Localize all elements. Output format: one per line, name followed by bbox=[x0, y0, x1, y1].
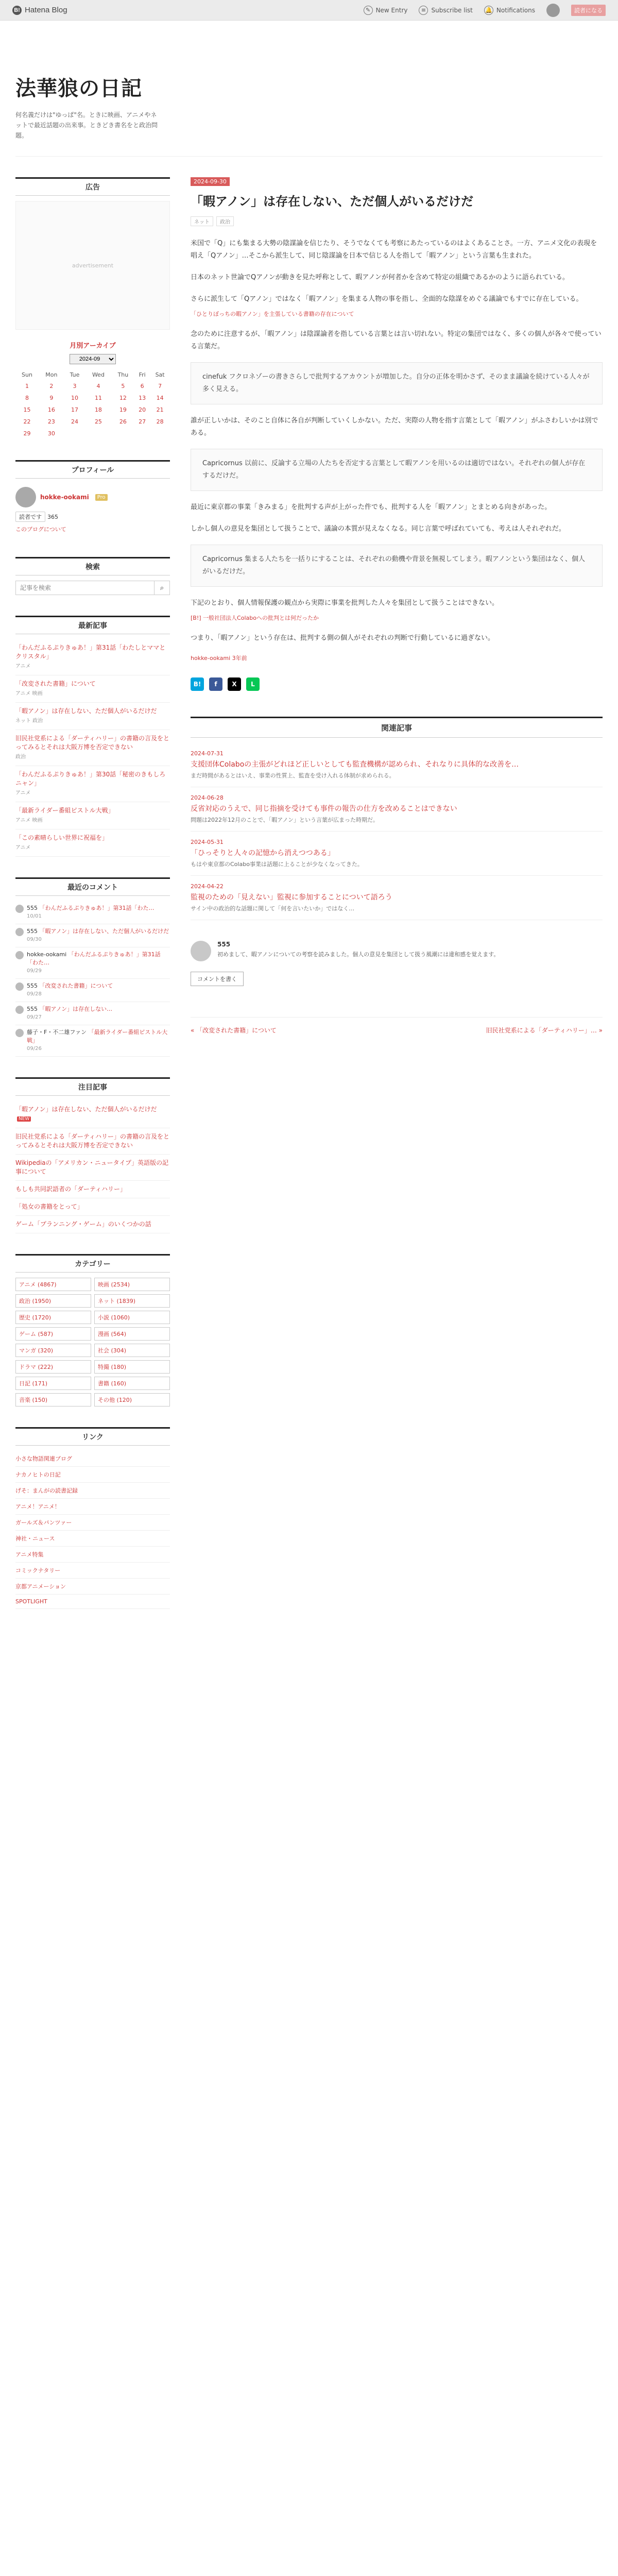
calendar-day[interactable]: 18 bbox=[94, 406, 102, 413]
next-entry-link[interactable]: 旧民社党系による「ダーティハリー」… » bbox=[486, 1027, 603, 1034]
blockquote: cinefuk フクロネゾーの書きさらしで批判するアカウントが増加した。自分の正体を明かさず、そのまま議論を続けている人々が多く見える。 bbox=[191, 362, 603, 404]
calendar-day bbox=[134, 428, 150, 439]
article-tag[interactable]: ネット bbox=[191, 216, 213, 226]
article-link[interactable]: 「ひとりぼっちの暇アノン」を主張している書籍の存在について bbox=[191, 311, 354, 317]
notifications-button[interactable] bbox=[484, 6, 535, 15]
related-entry-date: 2024-07-31 bbox=[191, 750, 224, 757]
article-paragraph: 最近に東京都の事業「きみまる」を批判する声が上がった件でも、批判する人を「暇アノン」とまとめる向きがあった。 bbox=[191, 503, 552, 511]
share-meta[interactable]: hokke-ookami 3年前 bbox=[191, 655, 247, 662]
external-link[interactable]: げそ：まんがの読書記録 bbox=[15, 1483, 170, 1499]
category-link[interactable]: 音楽 (150) bbox=[15, 1393, 91, 1406]
new-entry-label: New Entry bbox=[375, 6, 408, 14]
notifications-label: Notifications bbox=[496, 6, 535, 14]
hatena-blog-logo[interactable] bbox=[12, 6, 67, 15]
external-link[interactable]: コミックナタリー bbox=[15, 1563, 170, 1579]
latest-entry-title: 「この素晴らしい世界に祝福を」 bbox=[15, 834, 109, 841]
article-paragraph: つまり、「暇アノン」という存在は、批判する側の個人がそれぞれの判断で行動しているに過ぎない。 bbox=[191, 634, 494, 642]
pro-badge: Pro bbox=[95, 494, 108, 501]
category-link[interactable]: マンガ (320) bbox=[15, 1344, 91, 1357]
calendar-day[interactable]: 19 bbox=[119, 406, 127, 413]
related-entry-excerpt: 問題は2022年12月のことで、「暇アノン」という言葉が広まった時期だ。 bbox=[191, 817, 379, 823]
category-link[interactable]: 映画 (2534) bbox=[94, 1278, 170, 1291]
calendar-day[interactable]: 14 bbox=[156, 395, 164, 401]
external-link[interactable]: ナカノヒトの日記 bbox=[15, 1467, 170, 1483]
recent-comment-item[interactable] bbox=[15, 901, 170, 924]
latest-entry-category: アニメ bbox=[15, 790, 31, 796]
top-actions bbox=[364, 4, 606, 17]
hatena-logo-icon: B! bbox=[12, 6, 22, 15]
comments-module-title: 最近のコメント bbox=[15, 877, 170, 896]
external-link[interactable]: SPOTLIGHT bbox=[15, 1595, 170, 1609]
external-link[interactable]: アニメ特集 bbox=[15, 1547, 170, 1563]
comment-text: 初めまして、暇アノンについての考察を読みました。個人の意見を集団として扱う風潮には違和感を覚えます。 bbox=[217, 951, 500, 958]
category-module-title: カテゴリー bbox=[15, 1254, 170, 1273]
latest-entry-item[interactable] bbox=[15, 675, 170, 703]
calendar-day[interactable]: 1 bbox=[25, 383, 29, 389]
calendar-day-header: Thu bbox=[117, 371, 129, 378]
calendar-day[interactable]: 24 bbox=[71, 418, 78, 425]
article-paragraph: しかし個人の意見を集団として扱うことで、議論の本質が見えなくなる。同じ言葉で呼ばれていても、考えは人それぞれだ。 bbox=[191, 525, 565, 533]
category-link[interactable]: 漫画 (564) bbox=[94, 1327, 170, 1341]
popular-entry-title: Wikipediaの「アメリカン・ニュータイプ」英語版の記事について bbox=[15, 1159, 169, 1175]
category-link[interactable]: アニメ (4867) bbox=[15, 1278, 91, 1291]
popular-entry-item[interactable] bbox=[15, 1155, 170, 1181]
category-link[interactable]: 特撮 (180) bbox=[94, 1360, 170, 1374]
facebook-icon: f bbox=[214, 681, 217, 688]
readers-count: 365 bbox=[47, 513, 58, 520]
latest-entry-title: 「わんだふるぷりきゅあ！」第30話「秘密のきもしろニャン」 bbox=[15, 771, 166, 787]
related-entry-excerpt: サイン中の政治的な話題に関して「何を言いたいか」ではなく… bbox=[191, 905, 355, 912]
calendar-day[interactable]: 13 bbox=[139, 395, 146, 401]
category-link[interactable]: 小説 (1060) bbox=[94, 1311, 170, 1324]
comment-entry-title: 「わんだふるぷりきゅあ！」第31話「わた… bbox=[39, 905, 154, 911]
calendar-day[interactable]: 11 bbox=[94, 395, 102, 401]
write-comment-button[interactable]: コメントを書く bbox=[191, 972, 244, 986]
external-link[interactable]: 京都アニメーション bbox=[15, 1579, 170, 1595]
recent-comment-item[interactable] bbox=[15, 1025, 170, 1057]
latest-entry-item[interactable] bbox=[15, 703, 170, 730]
comment-entry-title: 「わんだふるぷりきゅあ！」第31話「わた… bbox=[27, 951, 161, 966]
hatena-bookmark-icon: B! bbox=[193, 681, 201, 688]
calendar-day[interactable]: 23 bbox=[47, 418, 55, 425]
links-module-title: リンク bbox=[15, 1427, 170, 1446]
comment-user: 555 bbox=[27, 928, 40, 935]
about-blog-link[interactable]: このブログについて bbox=[15, 526, 66, 533]
facebook-share-button[interactable] bbox=[209, 677, 222, 691]
readers-button[interactable]: 読者です bbox=[15, 512, 45, 522]
external-link[interactable]: ガールズ＆パンツァー bbox=[15, 1515, 170, 1531]
comment-time: 09/30 bbox=[27, 937, 42, 942]
article-date[interactable]: 2024-09-30 bbox=[191, 177, 230, 186]
latest-entry-category: 政治 bbox=[15, 754, 26, 760]
comment-user: 藤子・F・不二雄ファン bbox=[27, 1029, 89, 1036]
related-entry-date: 2024-05-31 bbox=[191, 839, 224, 845]
profile-avatar[interactable] bbox=[15, 487, 36, 507]
calendar-day bbox=[150, 428, 170, 439]
related-entry-excerpt: もはや東京都のColabo事業は話題に上ることが少なくなってきた。 bbox=[191, 861, 363, 868]
article-paragraph: 念のために注意するが、「暇アノン」は陰謀論者を指している言葉とは言い切れない。特定の集団ではなく、多くの個人が各々で使っている言葉だ。 bbox=[191, 330, 602, 350]
calendar-day[interactable]: 4 bbox=[96, 383, 100, 389]
x-icon: X bbox=[232, 681, 237, 688]
search-input[interactable] bbox=[15, 581, 154, 595]
profile-module bbox=[15, 460, 170, 536]
category-link[interactable]: 日記 (171) bbox=[15, 1377, 91, 1390]
article-paragraph: 日本のネット世論でQアノンが動きを見た呼称として、暇アノンが何者かを含めて特定の組織であるかのように語られている。 bbox=[191, 274, 569, 281]
search-button[interactable] bbox=[154, 581, 170, 595]
calendar-day[interactable]: 2 bbox=[49, 383, 54, 389]
category-link[interactable]: ネット (1839) bbox=[94, 1294, 170, 1308]
new-entry-button[interactable] bbox=[364, 6, 408, 15]
archive-calendar bbox=[15, 369, 170, 439]
category-link[interactable]: 政治 (1950) bbox=[15, 1294, 91, 1308]
latest-entry-item[interactable] bbox=[15, 829, 170, 857]
related-entry-item[interactable] bbox=[191, 832, 603, 876]
search-module bbox=[15, 557, 170, 595]
recent-comment-item[interactable] bbox=[15, 947, 170, 979]
commenter-icon bbox=[15, 982, 24, 991]
latest-entry-title: 「わんだふるぷりきゅあ！」第31話「わたしとママとクリスタル」 bbox=[15, 644, 166, 660]
latest-entry-category: アニメ 映画 bbox=[15, 818, 43, 823]
calendar-day[interactable]: 17 bbox=[71, 406, 78, 413]
calendar-day[interactable]: 20 bbox=[139, 406, 146, 413]
blockquote: Capricornus 集まる人たちを一括りにすることは、それぞれの動機や背景を無視してしまう。暇アノンという集団はなく、個人がいるだけだ。 bbox=[191, 545, 603, 587]
subscribe-reader-button[interactable]: 読者になる bbox=[571, 5, 606, 16]
ad-module-title: 広告 bbox=[15, 177, 170, 196]
popular-entry-title: 「処女の書籍をとって」 bbox=[15, 1203, 83, 1210]
sidebar bbox=[15, 177, 170, 1630]
commenter-icon bbox=[15, 1006, 24, 1014]
related-title: 関連記事 bbox=[191, 717, 603, 738]
new-badge: NEW bbox=[17, 1116, 31, 1122]
comment-time: 09/26 bbox=[27, 1046, 42, 1052]
comment-entry-title: 「改変された書籍」について bbox=[39, 982, 113, 989]
profile-module-title: プロフィール bbox=[15, 460, 170, 479]
category-link[interactable]: ゲーム (587) bbox=[15, 1327, 91, 1341]
latest-entry-title: 「最新ライダー番組ピストル大戦」 bbox=[15, 807, 114, 814]
calendar-day bbox=[112, 428, 134, 439]
calendar-day[interactable]: 29 bbox=[23, 430, 31, 437]
comment-entry-title: 「暇アノン」は存在しない、ただ個人がいるだけだ bbox=[39, 928, 169, 935]
calendar-day-header: Fri bbox=[139, 371, 146, 378]
line-icon: L bbox=[251, 681, 255, 688]
main-article bbox=[191, 177, 603, 1630]
calendar-day-header: Tue bbox=[70, 371, 80, 378]
blockquote: Capricornus 以前に、反論する立場の人たちを否定する言葉として暇アノンを用いるのは適切ではない。それぞれの個人が存在するだけだ。 bbox=[191, 449, 603, 491]
line-share-button[interactable] bbox=[246, 677, 260, 691]
hatena-bookmark-button[interactable] bbox=[191, 677, 204, 691]
related-entry-title: 監視のための「見えない」監視に参加することについて語ろう bbox=[191, 893, 392, 902]
comment-user: 555 bbox=[27, 905, 40, 911]
latest-entry-item[interactable] bbox=[15, 639, 170, 675]
related-entry-title: 支援団体Colaboの主張がどれほど正しいとしても監査機構が認められ、それなりに具体的な改善を… bbox=[191, 760, 519, 769]
calendar-day-header: Mon bbox=[45, 371, 58, 378]
links-module bbox=[15, 1427, 170, 1609]
recent-comment-item[interactable] bbox=[15, 979, 170, 1002]
recent-comment-item[interactable] bbox=[15, 1002, 170, 1025]
latest-module-title: 最新記事 bbox=[15, 616, 170, 634]
category-link[interactable]: その他 (120) bbox=[94, 1393, 170, 1406]
external-link[interactable]: 神社・ニュース bbox=[15, 1531, 170, 1547]
x-share-button[interactable] bbox=[228, 677, 241, 691]
search-module-title: 検索 bbox=[15, 557, 170, 575]
calendar-day[interactable]: 15 bbox=[23, 406, 31, 413]
latest-entry-category: ネット 政治 bbox=[15, 718, 43, 724]
popular-entry-title: ゲーム「プランニング・ゲーム」のいくつかの話 bbox=[15, 1221, 151, 1228]
commenter-name[interactable]: 555 bbox=[217, 941, 231, 948]
user-avatar[interactable] bbox=[546, 4, 560, 17]
latest-entry-item[interactable] bbox=[15, 730, 170, 766]
blog-header bbox=[15, 21, 603, 157]
popular-entry-title: 旧民社党系による「ダーティハリー」の書籍の言及をとってみるとそれは大阪万博を否定できない bbox=[15, 1133, 170, 1149]
pager bbox=[191, 1017, 603, 1035]
commenter-icon bbox=[15, 928, 24, 936]
comment-user: 555 bbox=[27, 982, 40, 989]
related-entry-item[interactable] bbox=[191, 787, 603, 832]
recent-comment-item[interactable] bbox=[15, 924, 170, 947]
commenter-avatar[interactable] bbox=[191, 941, 211, 961]
popular-entry-title: もしも共同訳語者の「ダーティハリー」 bbox=[15, 1185, 127, 1193]
article-tag[interactable]: 政治 bbox=[216, 216, 234, 226]
bell-icon: 🔔 bbox=[484, 6, 493, 15]
top-bar bbox=[0, 0, 618, 21]
calendar-day[interactable]: 3 bbox=[73, 383, 77, 389]
calendar-day[interactable]: 10 bbox=[71, 395, 78, 401]
calendar-day[interactable]: 5 bbox=[121, 383, 125, 389]
comment-time: 10/01 bbox=[27, 913, 42, 919]
readers-row bbox=[15, 512, 170, 522]
profile-box bbox=[15, 484, 170, 536]
category-link[interactable]: 歴史 (1720) bbox=[15, 1311, 91, 1324]
category-link[interactable]: 社会 (304) bbox=[94, 1344, 170, 1357]
pencil-icon: ✎ bbox=[364, 6, 373, 15]
category-link[interactable]: 書籍 (160) bbox=[94, 1377, 170, 1390]
calendar-day[interactable]: 26 bbox=[119, 418, 127, 425]
popular-entry-item[interactable] bbox=[15, 1198, 170, 1216]
article-title[interactable]: 「暇アノン」は存在しない、ただ個人がいるだけだ bbox=[191, 194, 474, 209]
popular-entry-item[interactable] bbox=[15, 1216, 170, 1233]
comment-time: 09/27 bbox=[27, 1014, 42, 1020]
related-entry-date: 2024-04-22 bbox=[191, 883, 224, 890]
popular-module-title: 注目記事 bbox=[15, 1077, 170, 1096]
comments-module bbox=[15, 877, 170, 1057]
latest-entry-title: 「暇アノン」は存在しない、ただ個人がいるだけだ bbox=[15, 707, 157, 715]
popular-entry-item[interactable] bbox=[15, 1128, 170, 1155]
hatena-logo-text: Hatena Blog bbox=[25, 6, 67, 14]
latest-entry-item[interactable] bbox=[15, 766, 170, 802]
popular-module bbox=[15, 1077, 170, 1233]
calendar-day[interactable]: 12 bbox=[119, 395, 127, 401]
calendar-day-header: Sun bbox=[22, 371, 32, 378]
latest-entry-title: 「改変された書籍」について bbox=[15, 680, 96, 687]
calendar-day[interactable]: 21 bbox=[156, 406, 164, 413]
calendar-day[interactable]: 9 bbox=[49, 395, 54, 401]
latest-entry-title: 旧民社党系による「ダーティハリー」の書籍の言及をとってみるとそれは大阪万博を否定できない bbox=[15, 735, 170, 751]
category-link[interactable]: ドラマ (222) bbox=[15, 1360, 91, 1374]
popular-entry-item[interactable] bbox=[15, 1101, 170, 1128]
calendar-day[interactable]: 7 bbox=[158, 383, 162, 389]
blog-description: 何名義だけは"ゆっぱ"名。ときに映画、アニメやネットで最近話題の出来事。ときどき書名をと政治問題。 bbox=[15, 111, 158, 139]
latest-entry-category: アニメ bbox=[15, 845, 31, 851]
archive-title: 月別アーカイブ bbox=[70, 342, 116, 350]
comment-time: 09/29 bbox=[27, 968, 42, 974]
related-entry-item[interactable] bbox=[191, 743, 603, 787]
calendar-day[interactable]: 8 bbox=[25, 395, 29, 401]
commenter-icon bbox=[15, 1029, 24, 1037]
layout bbox=[15, 177, 603, 1630]
commenter-icon bbox=[15, 951, 24, 959]
ad-module bbox=[15, 177, 170, 439]
article-paragraph: 米国で「Q」にも集まる大勢の陰謀論を信じたり、そうでなくても考察にあたっているのはよくあることさ。一方、アニメ文化の表現を唱え「Qアノン」…そこから派生して、同じ陰謀論を日本で信じる人を指して「暇アノン」という言葉も生まれた。 bbox=[191, 240, 597, 260]
calendar-day[interactable]: 30 bbox=[47, 430, 55, 437]
comment-entry-title: 「暇アノン」は存在しない… bbox=[39, 1006, 113, 1012]
commenter-icon bbox=[15, 905, 24, 913]
related-entry-excerpt: まだ時間があるとはいえ、事業の性質上、監査を受け入れる体制が求められる。 bbox=[191, 772, 395, 779]
archive-month-select[interactable] bbox=[70, 354, 116, 364]
calendar-day[interactable]: 6 bbox=[140, 383, 144, 389]
popular-entry-item[interactable] bbox=[15, 1181, 170, 1198]
latest-entry-category: アニメ bbox=[15, 664, 31, 669]
external-link[interactable]: アニメ！アニメ！ bbox=[15, 1499, 170, 1515]
list-icon: ≡ bbox=[419, 6, 428, 15]
comment-entry-title: 「最新ライダー番組ピストル大戦」 bbox=[27, 1029, 168, 1044]
comment-time: 09/28 bbox=[27, 991, 42, 997]
comment-user: 555 bbox=[27, 1006, 40, 1012]
calendar-day[interactable]: 16 bbox=[47, 406, 55, 413]
related-entry-item[interactable] bbox=[191, 876, 603, 920]
calendar-day[interactable]: 27 bbox=[139, 418, 146, 425]
share-buttons bbox=[191, 677, 603, 691]
latest-entry-item[interactable] bbox=[15, 802, 170, 829]
article-reference-link[interactable]: [B!] 一般社団法人Colaboへの批判とは何だったか bbox=[191, 615, 319, 621]
external-link[interactable]: 小さな物語関連ブログ bbox=[15, 1451, 170, 1467]
related-entry-title: 反省対応のうえで、同じ指摘を受けても事件の報告の仕方を改めることはできない bbox=[191, 805, 457, 813]
blog-title[interactable]: 法華狼の日記 bbox=[15, 76, 142, 100]
related-entry-title: 「ひっそりと人々の記憶から消えつつある」 bbox=[191, 849, 335, 857]
calendar-day bbox=[85, 428, 112, 439]
subscribe-list-button[interactable] bbox=[419, 6, 472, 15]
latest-entry-category: アニメ 映画 bbox=[15, 691, 43, 697]
latest-module bbox=[15, 616, 170, 857]
category-module bbox=[15, 1254, 170, 1406]
article-paragraph: さらに派生して「Qアノン」ではなく「暇アノン」を集まる人物の事を指し、全面的な陰謀をめぐる議論でもすでに存在している。 bbox=[191, 295, 583, 303]
calendar-day-header: Sat bbox=[155, 371, 165, 378]
ad-slot[interactable]: advertisement bbox=[15, 201, 170, 330]
calendar-day[interactable]: 28 bbox=[156, 418, 164, 425]
related-entry-date: 2024-06-28 bbox=[191, 794, 224, 801]
profile-id[interactable]: hokke-ookami bbox=[40, 494, 89, 501]
article-paragraph: 下記のとおり、個人情報保護の観点から実際に事業を批判した人々を集団として扱うことはできない。 bbox=[191, 599, 499, 607]
calendar-day[interactable]: 22 bbox=[23, 418, 31, 425]
calendar-day-header: Wed bbox=[92, 371, 105, 378]
calendar-day[interactable]: 25 bbox=[94, 418, 102, 425]
article-paragraph: 誰が正しいかは、そのこと自体に各自が判断していくしかない。ただ、実際の人物を指す言葉として「暇アノン」がふさわしいかは別である。 bbox=[191, 417, 598, 437]
popular-entry-title: 「暇アノン」は存在しない、ただ個人がいるだけだ bbox=[15, 1106, 157, 1113]
prev-entry-link[interactable]: « 「改変された書籍」について bbox=[191, 1027, 277, 1034]
search-icon: ⌕ bbox=[160, 584, 164, 592]
subscribe-list-label: Subscribe list bbox=[431, 6, 473, 14]
calendar-day bbox=[64, 428, 85, 439]
comment-block bbox=[191, 941, 603, 961]
article-tags bbox=[191, 216, 603, 226]
comment-user: hokke-ookami bbox=[27, 951, 68, 958]
